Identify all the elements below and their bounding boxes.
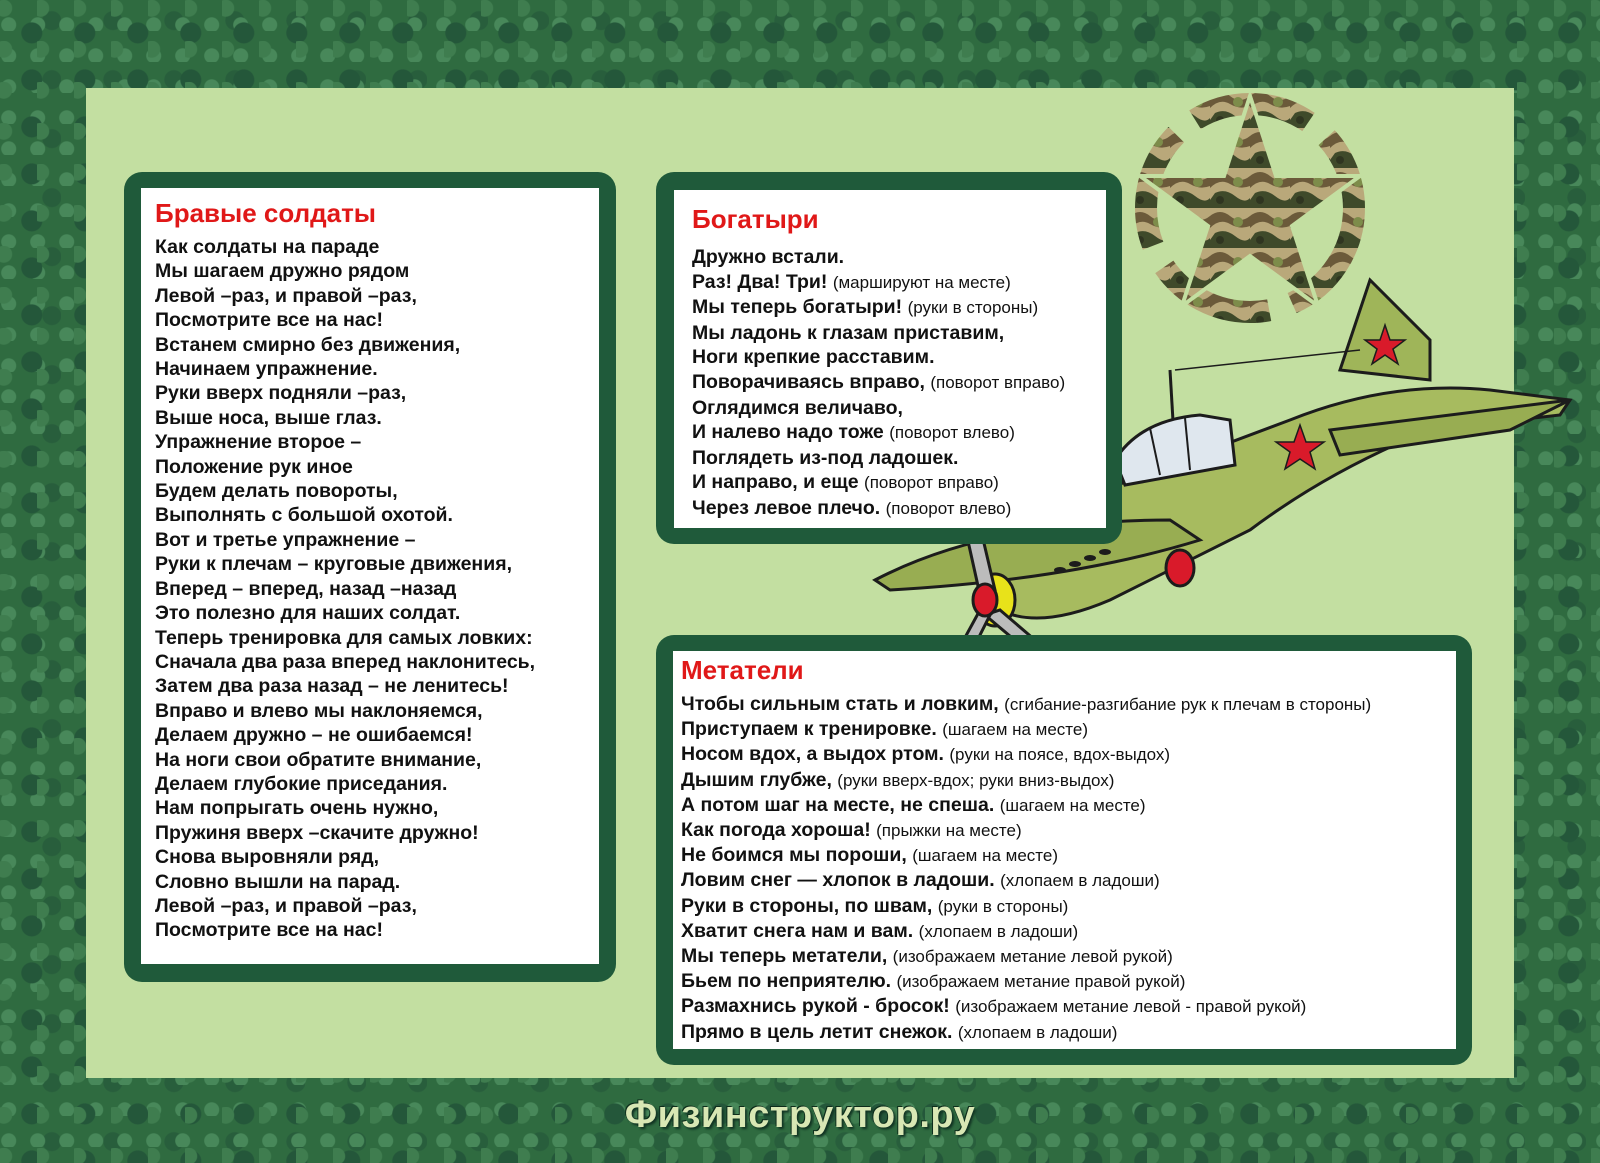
poem-line-text: Не боимся мы пороши, — [681, 844, 907, 867]
poem-line — [681, 994, 1456, 1019]
poem-line-text: Мы теперь метатели, — [681, 945, 888, 968]
poem-line-text: И налево надо тоже — [692, 421, 884, 444]
exercise-note: (прыжки на месте) — [876, 821, 1022, 841]
exercise-note: (поворот влево) — [885, 498, 1012, 518]
poem-line — [692, 396, 1106, 421]
poem-line — [681, 868, 1456, 893]
exercise-note: (изображаем метание правой рукой) — [896, 972, 1186, 992]
poem-line — [681, 894, 1456, 919]
poem-line-text: Размахнись рукой - бросок! — [681, 995, 950, 1018]
exercise-note: (маршируют на месте) — [832, 272, 1011, 292]
exercise-note: (поворот влево) — [889, 423, 1015, 443]
exercise-note: (руки в стороны) — [937, 896, 1069, 916]
poem-line — [692, 446, 1106, 471]
poem-line — [681, 742, 1456, 767]
exercise-note: (хлопаем в ладоши) — [918, 921, 1079, 941]
poem-line — [681, 944, 1456, 969]
card-bogatyri — [674, 190, 1106, 528]
poem-lines — [681, 692, 1456, 1045]
poem-lines — [692, 245, 1106, 522]
poem-line: Мы шагаем дружно рядом — [155, 260, 410, 283]
poem-line: Делаем глубокие приседания. — [155, 772, 448, 795]
poem-line: Левой –раз, и правой –раз, — [155, 894, 417, 917]
exercise-note: (руки в стороны) — [907, 298, 1039, 318]
poem-line — [692, 470, 1106, 496]
poem-line: Пружиня вверх –скачите дружно! — [155, 821, 479, 844]
poem-line — [692, 345, 1106, 370]
poem-line: Теперь тренировка для самых ловких: — [155, 626, 533, 649]
poem-line: Затем два раза назад – не ленитесь! — [155, 675, 509, 698]
poem-line-text: Мы теперь богатыри! — [692, 296, 903, 319]
poem-line — [692, 321, 1106, 346]
poem-line: Начинаем упражнение. — [155, 358, 378, 381]
poem-line-text: Прямо в цель летит снежок. — [681, 1020, 953, 1043]
poem-line-text: Дружно встали. — [692, 246, 845, 268]
card-title: Богатыри — [692, 204, 819, 234]
poem-line — [681, 793, 1456, 818]
poem-line: Выше носа, выше глаз. — [155, 406, 382, 429]
poem-line — [681, 1020, 1456, 1045]
poem-line: Будем делать повороты, — [155, 480, 398, 503]
poem-line — [681, 969, 1456, 994]
poem-line-text: Ноги крепкие расставим. — [692, 346, 935, 369]
poem-line-text: Через левое плечо. — [692, 496, 881, 519]
poem-line — [692, 295, 1106, 321]
poem-line-text: Носом вдох, а выдох ртом. — [681, 743, 944, 766]
exercise-note: (поворот вправо) — [864, 473, 999, 493]
poem-line: Нам попрыгать очень нужно, — [155, 797, 439, 820]
poem-line — [681, 818, 1456, 843]
poem-line-text: Руки в стороны, по швам, — [681, 894, 933, 917]
poem-line: Вправо и влево мы наклоняемся, — [155, 699, 483, 722]
poem-line-text: Как погода хороша! — [681, 819, 871, 842]
poem-line: Посмотрите все на нас! — [155, 919, 383, 942]
poem-line-text: Поглядеть из-под ладошек. — [692, 446, 959, 469]
poem-line: Посмотрите все на нас! — [155, 309, 383, 332]
exercise-note: (сгибание-разгибание рук к плечам в стороны) — [1004, 695, 1372, 714]
card-brave-soldiers — [141, 188, 599, 964]
poem-line — [692, 420, 1106, 446]
exercise-note: (хлопаем в ладоши) — [1000, 871, 1160, 891]
poem-line-text: Раз! Два! Три! — [692, 270, 828, 293]
exercise-note: (изображаем метание левой рукой) — [892, 947, 1173, 967]
poem-line — [692, 270, 1106, 296]
card-metateli — [673, 651, 1456, 1049]
poem-line — [692, 496, 1106, 522]
poem-line — [681, 692, 1456, 717]
poem-line — [681, 919, 1456, 944]
poem-line: Встанем смирно без движения, — [155, 333, 461, 356]
exercise-note: (хлопаем в ладоши) — [957, 1022, 1118, 1042]
poem-line: Это полезно для наших солдат. — [155, 602, 461, 625]
site-logo[interactable]: Физинструктор.ру — [624, 1094, 976, 1136]
poem-line-text: И направо, и еще — [692, 471, 859, 494]
exercise-note: (шагаем на месте) — [912, 846, 1059, 866]
poem-line: Словно вышли на парад. — [155, 870, 401, 893]
poem-line: Как солдаты на параде — [155, 236, 380, 258]
poem-line-text: А потом шаг на месте, не спеша. — [681, 793, 995, 816]
poem-line: Сначала два раза вперед наклонитесь, — [155, 650, 536, 673]
poem-line — [681, 843, 1456, 868]
poem-line: Левой –раз, и правой –раз, — [155, 284, 417, 307]
exercise-note: (поворот вправо) — [930, 372, 1066, 392]
poem-line-text: Поворачиваясь вправо, — [692, 370, 925, 393]
card-title: Бравые солдаты — [155, 198, 377, 228]
exercise-note: (изображаем метание левой - правой рукой) — [955, 997, 1307, 1017]
poem-line-text: Мы ладонь к глазам приставим, — [692, 321, 1005, 344]
exercise-note: (руки вверх-вдох; руки вниз-выдох) — [837, 770, 1115, 790]
poem-line-text: Оглядимся величаво, — [692, 396, 903, 419]
poem-lines — [155, 235, 599, 943]
poem-line: Руки к плечам – круговые движения, — [155, 553, 512, 576]
poem-line-text: Приступаем к тренировке. — [681, 718, 937, 741]
card-title: Метатели — [681, 655, 804, 685]
poem-line — [681, 717, 1456, 742]
poem-line — [681, 768, 1456, 793]
poem-line: Вперед – вперед, назад –назад — [155, 577, 457, 600]
poem-line: На ноги свои обратите внимание, — [155, 748, 482, 771]
poem-line-text: Дышим глубже, — [681, 768, 832, 791]
poem-line: Выполнять с большой охотой. — [155, 504, 453, 527]
poem-line: Вот и третье упражнение – — [155, 528, 416, 551]
poem-line: Снова выровняли ряд, — [155, 846, 379, 869]
poem-line — [692, 245, 1106, 270]
poem-line-text: Хватит снега нам и вам. — [681, 919, 914, 942]
poem-line-text: Ловим снег — хлопок в ладоши. — [681, 869, 995, 892]
poem-line: Упражнение второе – — [155, 431, 362, 454]
exercise-note: (руки на поясе, вдох-выдох) — [949, 745, 1171, 765]
poem-line-text: Бьем по неприятелю. — [681, 970, 892, 993]
poem-line: Делаем дружно – не ошибаемся! — [155, 724, 473, 747]
poem-line-text: Чтобы сильным стать и ловким, — [681, 693, 999, 715]
exercise-note: (шагаем на месте) — [999, 795, 1146, 815]
poem-line: Руки вверх подняли –раз, — [155, 382, 407, 405]
poem-line: Положение рук иное — [155, 455, 353, 478]
poem-line — [692, 370, 1106, 396]
exercise-note: (шагаем на месте) — [942, 720, 1089, 740]
